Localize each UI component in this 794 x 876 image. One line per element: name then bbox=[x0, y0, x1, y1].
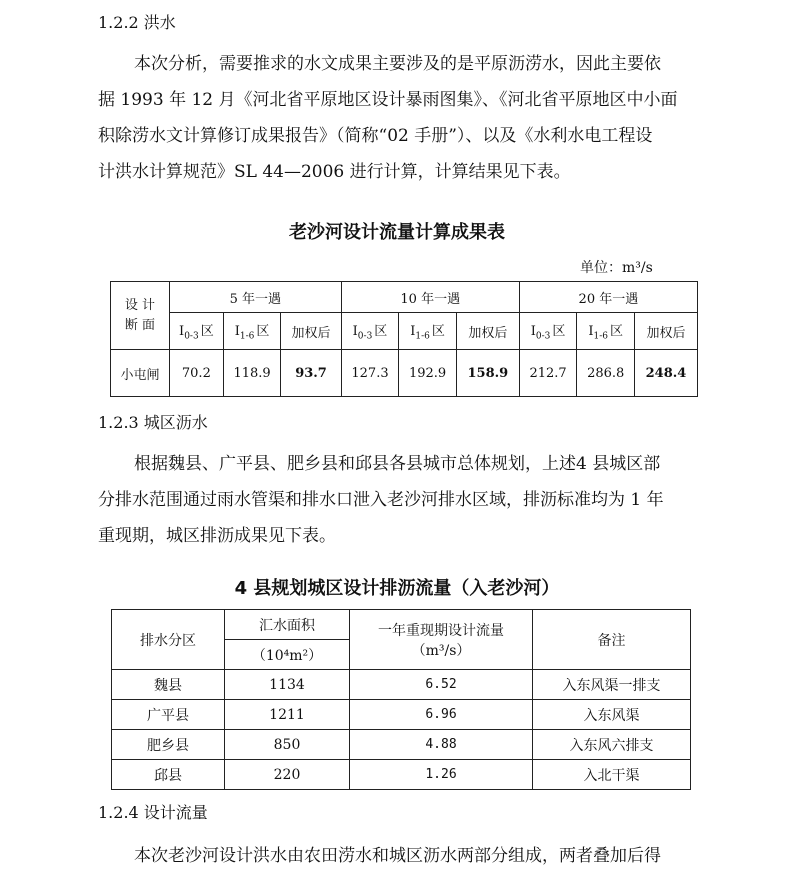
flow-header bbox=[350, 610, 533, 670]
subheader-subscript: 1-6 bbox=[239, 331, 255, 342]
table-header-row bbox=[112, 610, 691, 640]
urban-drainage-table bbox=[111, 609, 691, 790]
subheader-main: I bbox=[234, 324, 240, 340]
paragraph-urban-drainage bbox=[98, 446, 718, 554]
note-cell: 入东风六排支 bbox=[533, 730, 691, 760]
subheader-subscript: 0-3 bbox=[535, 331, 551, 342]
area-cell: 850 bbox=[225, 730, 350, 760]
table-row bbox=[112, 760, 691, 790]
district-cell: 广平县 bbox=[112, 700, 225, 730]
area-cell: 1134 bbox=[225, 670, 350, 700]
weighted-value-cell: 158.9 bbox=[456, 350, 519, 397]
corner-label-line2: 断 面 bbox=[124, 317, 156, 333]
district-header: 排水分区 bbox=[112, 610, 225, 670]
group-header-5yr: 5 年一遇 bbox=[170, 282, 342, 313]
table-row bbox=[112, 700, 691, 730]
value-cell: 118.9 bbox=[223, 350, 281, 397]
group-header-20yr: 20 年一遇 bbox=[519, 282, 697, 313]
corner-header-cell bbox=[111, 282, 170, 350]
group-header-10yr: 10 年一遇 bbox=[341, 282, 519, 313]
value-cell: 70.2 bbox=[170, 350, 224, 397]
paragraph-line: 积除涝水文计算修订成果报告》（简称“02 手册”）、以及《水利水电工程设 bbox=[98, 126, 653, 146]
weighted-value-cell: 93.7 bbox=[281, 350, 341, 397]
subheader-cell: 加权后 bbox=[281, 313, 341, 350]
flow-cell: 4.88 bbox=[350, 730, 533, 760]
paragraph-flood bbox=[98, 46, 718, 190]
table1-title: 老沙河设计流量计算成果表 bbox=[289, 222, 505, 243]
subheader-main: I bbox=[410, 324, 416, 340]
value-cell: 212.7 bbox=[519, 350, 577, 397]
subheader-suffix: 区 bbox=[610, 324, 624, 340]
subheader-suffix: 区 bbox=[256, 324, 270, 340]
note-header: 备注 bbox=[533, 610, 691, 670]
subheader-suffix: 区 bbox=[431, 324, 445, 340]
section-heading-1-2-4: 1.2.4 设计流量 bbox=[98, 803, 208, 822]
subheader-main: I bbox=[179, 324, 185, 340]
district-cell: 魏县 bbox=[112, 670, 225, 700]
subheader-cell: 加权后 bbox=[456, 313, 519, 350]
subheader-subscript: 1-6 bbox=[415, 331, 430, 342]
table-row bbox=[111, 350, 698, 397]
paragraph-line: 本次老沙河设计洪水由农田涝水和城区沥水两部分组成，两者叠加后得 bbox=[134, 846, 661, 866]
subheader-suffix: 区 bbox=[374, 324, 388, 340]
row-name-cell: 小屯闸 bbox=[111, 350, 170, 397]
subheader-main: I bbox=[588, 324, 594, 340]
subheader-subscript: 0-3 bbox=[184, 331, 199, 342]
table2-title: 4 县规划城区设计排沥流量（入老沙河） bbox=[234, 578, 560, 599]
note-cell: 入东风渠 bbox=[533, 700, 691, 730]
subheader-subscript: 1-6 bbox=[593, 331, 609, 342]
weighted-value-cell: 248.4 bbox=[635, 350, 698, 397]
flow-header-line2: （m³/s） bbox=[411, 642, 471, 659]
table-row bbox=[112, 670, 691, 700]
table-header-row bbox=[111, 282, 698, 313]
table-subheader-row bbox=[111, 313, 698, 350]
paragraph-line: 分排水范围通过雨水管渠和排水口泄入老沙河排水区域，排沥标准均为 1 年 bbox=[98, 490, 664, 510]
district-cell: 肥乡县 bbox=[112, 730, 225, 760]
corner-label-line1: 设 计 bbox=[124, 297, 156, 313]
flow-cell: 6.52 bbox=[350, 670, 533, 700]
area-cell: 220 bbox=[225, 760, 350, 790]
note-cell: 入北干渠 bbox=[533, 760, 691, 790]
subheader-subscript: 0-3 bbox=[357, 331, 373, 342]
table-row bbox=[112, 730, 691, 760]
area-cell: 1211 bbox=[225, 700, 350, 730]
subheader-cell bbox=[170, 313, 224, 350]
subheader-suffix: 区 bbox=[200, 324, 214, 340]
value-cell: 192.9 bbox=[399, 350, 457, 397]
district-cell: 邱县 bbox=[112, 760, 225, 790]
area-header: 汇水面积 bbox=[225, 610, 350, 640]
paragraph-line: 据 1993 年 12 月《河北省平原地区设计暴雨图集》、《河北省平原地区中小面 bbox=[98, 90, 678, 110]
paragraph-design-flow bbox=[98, 838, 718, 874]
subheader-suffix: 区 bbox=[552, 324, 566, 340]
section-heading-1-2-2: 1.2.2 洪水 bbox=[98, 13, 176, 32]
paragraph-line: 重现期，城区排沥成果见下表。 bbox=[98, 526, 336, 546]
value-cell: 286.8 bbox=[577, 350, 635, 397]
section-heading-1-2-3: 1.2.3 城区沥水 bbox=[98, 413, 208, 432]
subheader-cell bbox=[577, 313, 635, 350]
flow-header-line1: 一年重现期设计流量 bbox=[378, 622, 504, 639]
paragraph-line: 计洪水计算规范》SL 44—2006 进行计算，计算结果见下表。 bbox=[98, 162, 571, 182]
paragraph-line: 本次分析，需要推求的水文成果主要涉及的是平原沥涝水，因此主要依 bbox=[134, 54, 661, 74]
subheader-cell bbox=[341, 313, 399, 350]
subheader-cell: 加权后 bbox=[635, 313, 698, 350]
table-body bbox=[112, 670, 691, 790]
flow-cell: 6.96 bbox=[350, 700, 533, 730]
value-cell: 127.3 bbox=[341, 350, 399, 397]
subheader-cell bbox=[519, 313, 577, 350]
note-cell: 入东风渠一排支 bbox=[533, 670, 691, 700]
subheader-main: I bbox=[352, 324, 358, 340]
subheader-cell bbox=[399, 313, 457, 350]
subheader-main: I bbox=[530, 324, 536, 340]
table1-unit: 单位：m³/s bbox=[580, 260, 653, 276]
design-flow-table bbox=[110, 281, 698, 397]
subheader-cell bbox=[223, 313, 281, 350]
paragraph-line: 根据魏县、广平县、肥乡县和邱县各县城市总体规划，上述4 县城区部 bbox=[134, 454, 661, 474]
flow-cell: 1.26 bbox=[350, 760, 533, 790]
area-unit-header: （10⁴m²） bbox=[225, 640, 350, 670]
